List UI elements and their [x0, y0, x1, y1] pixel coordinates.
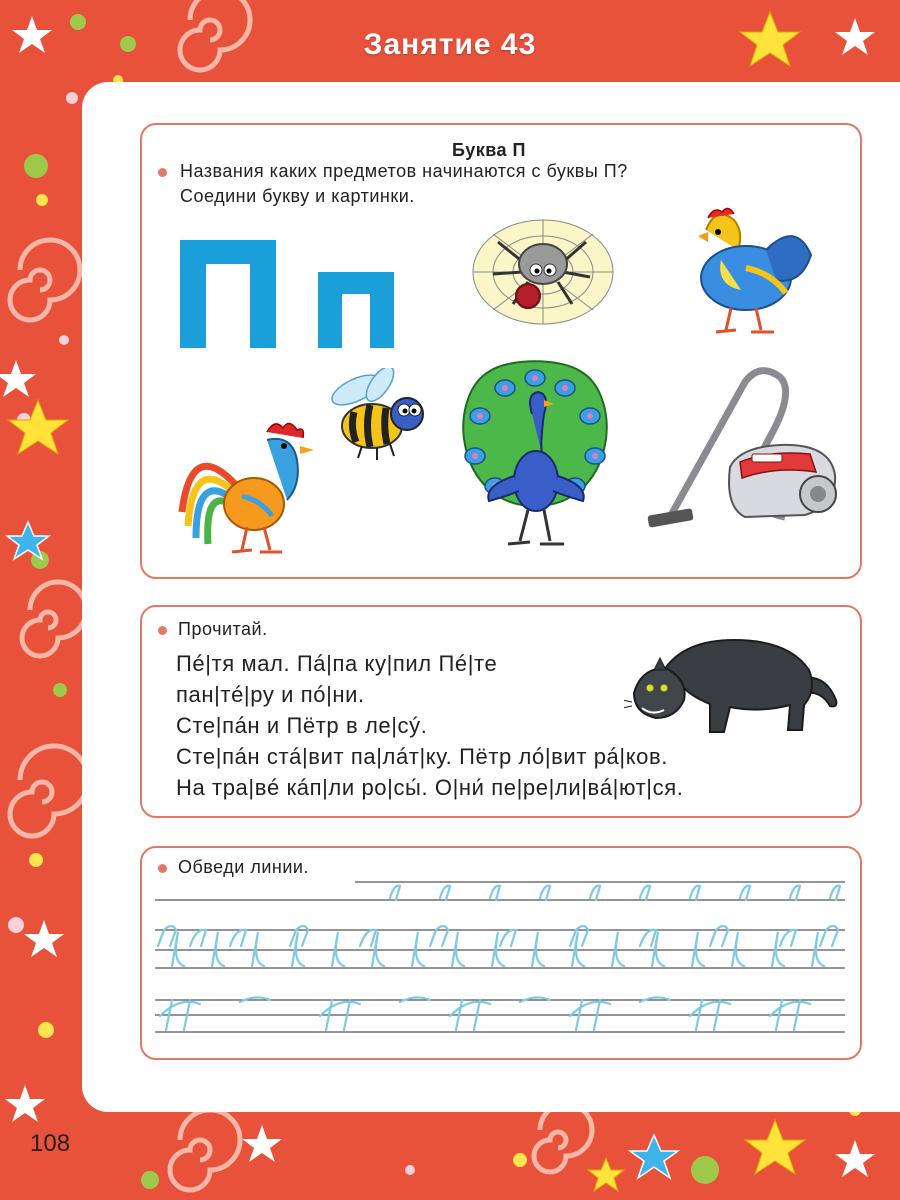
reading-line: Сте|пáн и Пётр в ле|сý. [176, 713, 428, 738]
reading-instruction: Прочитай. [178, 619, 268, 639]
vacuum-cleaner-icon[interactable] [640, 362, 845, 542]
task-question: Названия каких предметов начинаются с буквы П? [180, 161, 628, 181]
bee-icon[interactable] [322, 368, 432, 463]
reading-line: Сте|пáн стá|вит па|лáт|ку. Пётр лó|вит рá|ков. [176, 744, 669, 769]
lesson-title: Занятие 43 [363, 28, 537, 61]
reading-line: Пé|тя мал. Пá|па ку|пил Пé|те [176, 651, 498, 676]
section-heading: Буква П [452, 140, 526, 160]
panther-icon [624, 630, 844, 740]
peacock-icon[interactable] [450, 356, 620, 551]
hen-icon[interactable] [686, 200, 816, 340]
reading-line: На тра|вé кáп|ли ро|сы́. О|ни́ пе|ре|ли|вá|ют|ся. [176, 775, 684, 800]
spider-icon[interactable] [468, 212, 618, 332]
reading-line: пан|тé|ру и пó|ни. [176, 682, 365, 707]
tracing-lines[interactable] [150, 870, 850, 1050]
bullet-dot [158, 168, 167, 177]
task-instruction: Соедини букву и картинки. [180, 186, 415, 206]
tracing-instruction: Обведи линии. [178, 857, 309, 877]
bullet-dot [158, 626, 167, 635]
page-number: 108 [30, 1130, 71, 1157]
reading-text [176, 648, 683, 803]
rooster-icon[interactable] [172, 412, 322, 557]
